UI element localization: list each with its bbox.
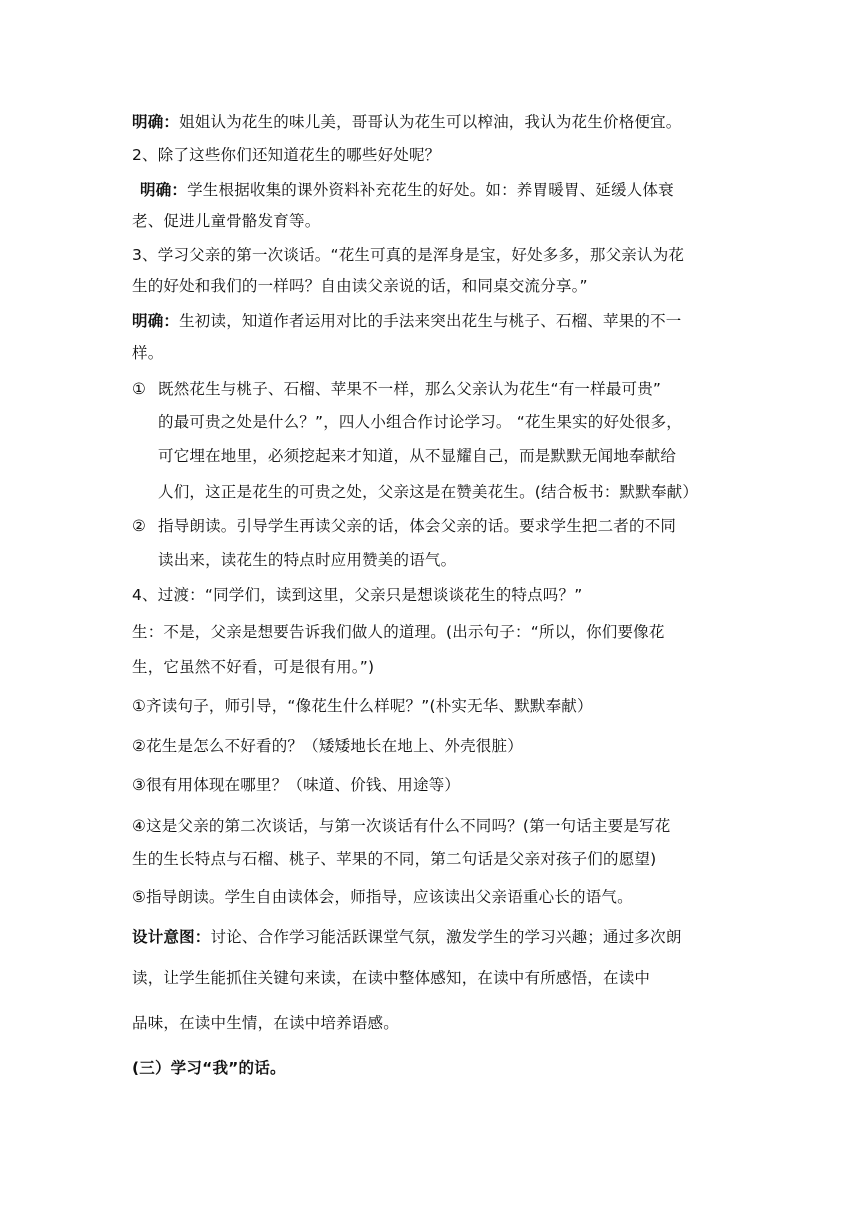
line-text: 姐姐认为花生的味儿美，哥哥认为花生可以榨油，我认为花生价格便宜。: [179, 113, 682, 131]
text-line: [132, 144, 440, 166]
list-item: [132, 378, 661, 400]
bold-lead: 明确：: [132, 312, 180, 330]
text-line: [132, 1012, 399, 1034]
line-text: 生：不是，父亲是想要告诉我们做人的道理。(出示句子：“所以，你们要像花: [132, 623, 665, 641]
text-line: [158, 481, 698, 503]
line-text: ①齐读句子，师引导，“像花生什么样呢？”(朴实无华、默默奉献）: [132, 697, 593, 715]
text-line: [158, 445, 676, 467]
heading-text: (三）学习“我”的话。: [132, 1059, 286, 1077]
list-item: [132, 515, 676, 537]
line-text: 老、促进儿童骨骼发育等。: [132, 212, 321, 230]
text-line: [132, 967, 650, 989]
bold-lead: 设计意图：: [132, 928, 211, 946]
text-line: [132, 111, 682, 133]
line-text: 可它埋在地里，必须挖起来才知道，从不显耀自己，而是默默无闻地奉献给: [158, 447, 677, 465]
line-text: 样。: [132, 344, 164, 362]
line-text: 的最可贵之处是什么？”，四人小组合作讨论学习。 “花生果实的好处很多，: [158, 413, 682, 431]
text-line: [132, 774, 460, 796]
text-line: [132, 210, 320, 232]
text-line: [132, 926, 682, 948]
line-text: 2、除了这些你们还知道花生的哪些好处呢？: [132, 146, 441, 164]
text-line: [132, 621, 665, 643]
line-text: ③很有用体现在哪里？（味道、价钱、用途等）: [132, 776, 461, 794]
section-heading: [132, 1057, 286, 1079]
text-line: [132, 275, 588, 297]
text-line: [132, 310, 682, 332]
text-line: [132, 244, 684, 266]
text-line: [132, 848, 656, 870]
line-text: 讨论、合作学习能活跃课堂气氛，激发学生的学习兴趣；通过多次朗: [210, 928, 682, 946]
line-text: 生，它虽然不好看，可是很有用。”): [132, 658, 375, 676]
line-text: 人们，这正是花生的可贵之处，父亲这是在赞美花生。(结合板书：默默奉献）: [158, 483, 699, 501]
text-line: [132, 886, 633, 908]
line-text: ④这是父亲的第二次谈话，与第一次谈话有什么不同吗？(第一句话主要是写花: [132, 817, 671, 835]
line-text: 既然花生与桃子、石榴、苹果不一样，那么父亲认为花生“有一样最可贵”: [158, 380, 662, 398]
circled-number: ②: [132, 517, 147, 535]
line-text: ②花生是怎么不好看的？（矮矮地长在地上、外壳很脏）: [132, 737, 523, 755]
text-line: [132, 584, 582, 606]
text-line: [132, 815, 670, 837]
text-line: [158, 411, 682, 433]
line-text: ⑤指导朗读。学生自由读体会，师指导，应该读出父亲语重心长的语气。: [132, 888, 633, 906]
circled-number: ①: [132, 380, 147, 398]
text-line: [158, 549, 456, 571]
line-text: 生的生长特点与石榴、桃子、苹果的不同，第二句话是父亲对孩子们的愿望): [132, 850, 657, 868]
line-text: 学生根据收集的课外资料补充花生的好处。如：养胃暖胃、延缓人体衰: [187, 181, 674, 199]
line-text: 指导朗读。引导学生再读父亲的话，体会父亲的话。要求学生把二者的不同: [158, 517, 677, 535]
line-text: 读出来，读花生的特点时应用赞美的语气。: [158, 551, 457, 569]
text-line: [132, 735, 523, 757]
text-line: [132, 342, 163, 364]
bold-lead: 明确：: [140, 181, 188, 199]
line-text: 品味，在读中生情，在读中培养语感。: [132, 1014, 399, 1032]
line-text: 生的好处和我们的一样吗？自由读父亲说的话，和同桌交流分享。”: [132, 277, 588, 295]
line-text: 4、过渡：“同学们，读到这里，父亲只是想谈谈花生的特点吗？”: [132, 586, 583, 604]
line-text: 读，让学生能抓住关键句来读，在读中整体感知，在读中有所感悟，在读中: [132, 969, 651, 987]
bold-lead: 明确：: [132, 113, 180, 131]
line-text: 生初读，知道作者运用对比的手法来突出花生与桃子、石榴、苹果的不一: [179, 312, 682, 330]
text-line: [132, 656, 374, 678]
text-line: [140, 179, 674, 201]
line-text: 3、学习父亲的第一次谈话。“花生可真的是浑身是宝，好处多多，那父亲认为花: [132, 246, 685, 264]
text-line: [132, 695, 593, 717]
